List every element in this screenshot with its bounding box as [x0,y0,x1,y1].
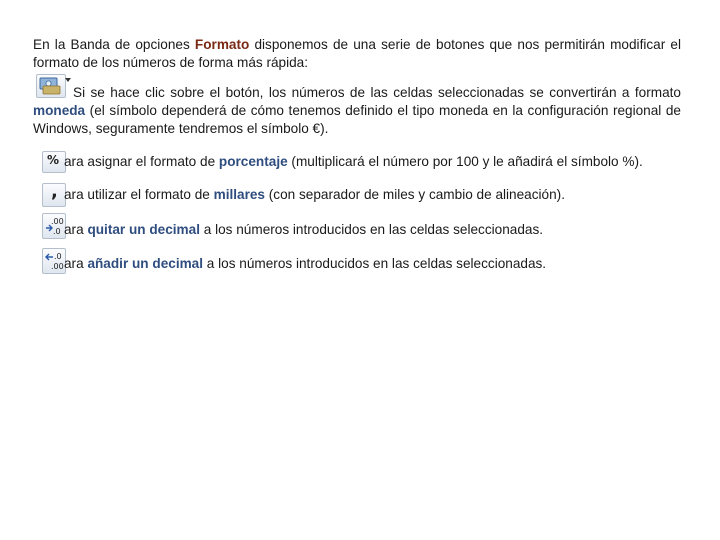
increase-decimal-icon [43,249,65,273]
currency-paragraph [33,84,681,138]
currency-text-2: (el símbolo dependerá de cómo tenemos definido el tipo moneda en la configuración regional de Windows, seguramente tendremos el símbolo €). [33,103,681,136]
percent-line [64,153,643,171]
comma-style-button[interactable] [42,183,66,207]
keyword-formato: Formato [194,37,250,52]
increase-decimal-button[interactable] [42,248,66,274]
decrease-text-2: a los números introducidos en las celdas seleccionadas. [199,222,544,237]
thousands-text-1: ara utilizar el formato de [64,187,214,202]
percent-text-1: ara asignar el formato de [64,154,219,169]
currency-text-1: Si se hace clic sobre el botón, los números de las celdas seleccionadas se convertirán a formato [73,85,681,100]
intro-paragraph [33,36,681,72]
increase-text-1: ara [64,256,88,271]
svg-text:.0: .0 [54,252,62,261]
intro-text-1: En la Banda de opciones [33,37,195,52]
keyword-porcentaje: porcentaje [218,154,288,169]
svg-text:.0: .0 [53,227,61,236]
keyword-millares: millares [213,187,265,202]
svg-text:.00: .00 [51,262,64,271]
intro-text-2: disponemos de una serie de botones que nos permitirán modificar el formato de los números de forma más rápida: [33,37,681,70]
percent-style-button[interactable] [42,151,66,173]
decrease-text-1: ara [64,222,88,237]
svg-text:.00: .00 [51,217,64,226]
percent-text-2: (multiplicará el número por 100 y le añadirá el símbolo %). [287,154,643,169]
keyword-moneda: moneda [33,103,86,118]
decrease-decimal-button[interactable] [42,213,66,239]
percent-style-icon: % [47,153,60,167]
increase-text-2: a los números introducidos en las celdas seleccionadas. [203,256,547,271]
comma-style-icon: , [51,181,58,202]
thousands-line [64,186,565,204]
decrease-line [64,221,543,239]
keyword-anadir-decimal: añadir un decimal [87,256,204,271]
increase-line [64,255,546,273]
decrease-decimal-icon [43,214,65,238]
keyword-quitar-decimal: quitar un decimal [87,222,200,237]
thousands-text-2: (con separador de miles y cambio de alineación). [265,187,565,202]
